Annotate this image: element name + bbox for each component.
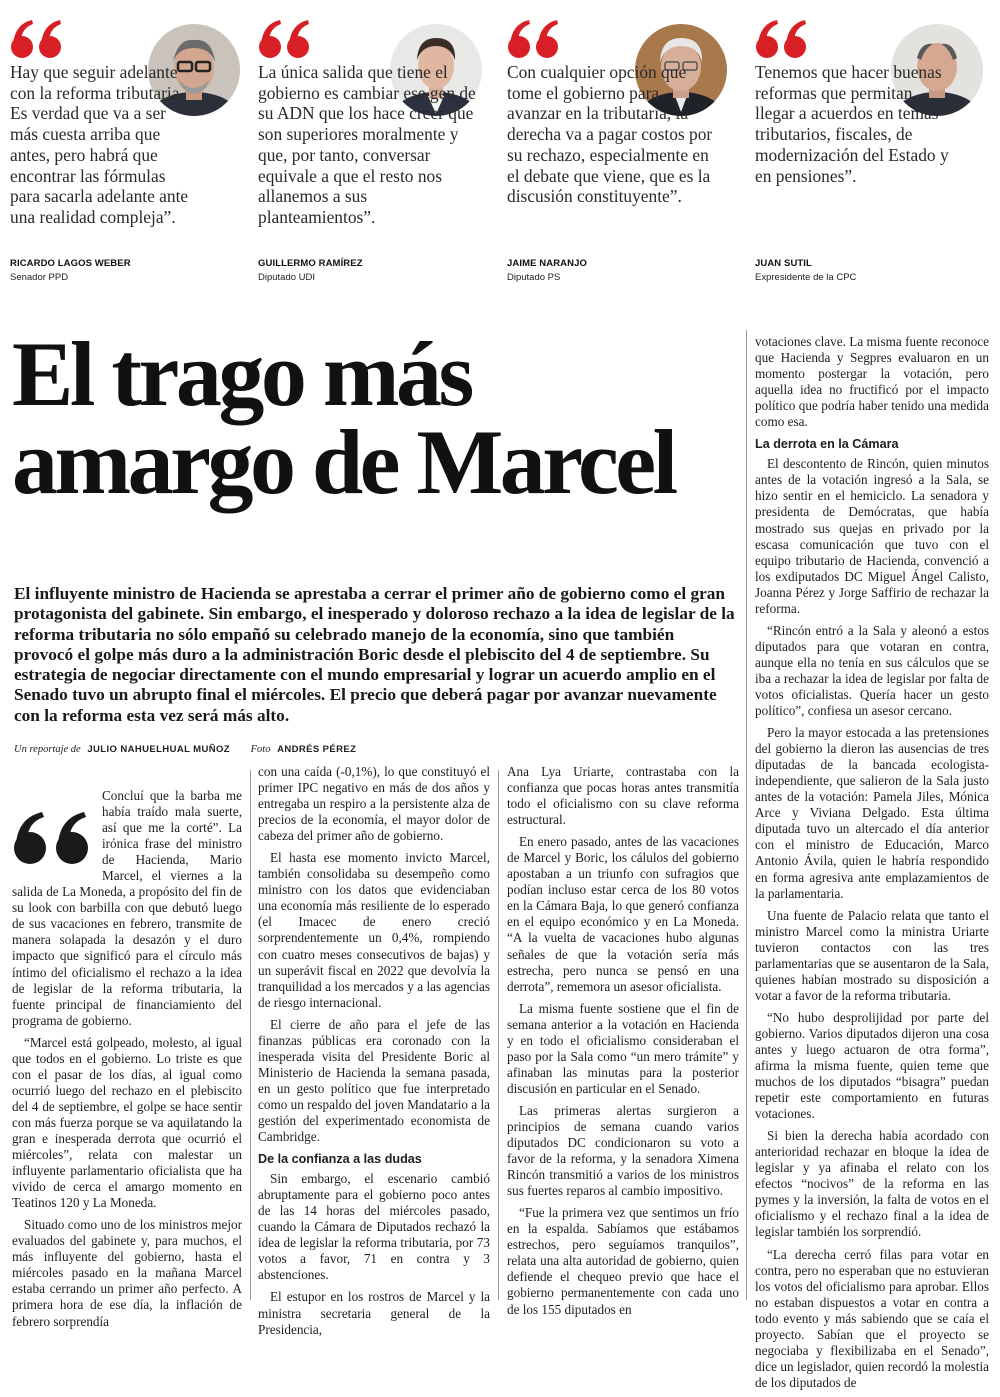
headline-line-1: El trago más: [12, 323, 471, 425]
quote-author-name: RICARDO LAGOS WEBER: [10, 258, 131, 269]
body-paragraph: La misma fuente sostiene que el fin de semana anterior a la votación en Hacienda y en todo el oficialismo consideraban el paso por la Sala como “un mero trámite” y afinaban las minutas para la posterior discusión en particular en el Senado.: [507, 1000, 739, 1096]
body-column-2: [258, 764, 490, 1344]
body-column-4: [755, 334, 989, 1397]
section-subhead: La derrota en la Cámara: [755, 437, 899, 452]
quote-mark-icon: [10, 18, 68, 60]
body-paragraph: Concluí que la barba me había traído mala suerte, así que me la corté”. La irónica frase del ministro de Hacienda, Mario Marcel, el viernes a la salida de La Moneda, a propósito del fin de su look con barbilla con que debutó luego de sus vacaciones en febrero, transmite de manera solapada la desazón y el duro impacto que significó para el círculo más íntimo del oficialismo el rechazo a la idea de legislar de la reforma tributaria, la fuente principal de financiamiento del programa de gobierno.: [12, 788, 242, 1028]
quote-block-2: [258, 14, 490, 314]
body-paragraph: “Fue la primera vez que sentimos un frío en la espalda. Sabíamos que estábamos estrechos, pero seguíamos tranquilos”, relata una alta autoridad de gobierno, quien defiende el chequeo previo que hace el gobierno permanentemente con cada uno de los 155 diputados en: [507, 1205, 739, 1317]
body-paragraph: En enero pasado, antes de las vacaciones de Marcel y Boric, los cálulos del gobierno apostaban a un triunfo con sufragios que podían incluso estar cerca de los 80 votos en la Cámara Baja, lo que generó confianza en el equipo económico y en La Moneda. “A la vuelta de vacaciones hubo algunas señales de que la votación sería más estrecha, pero nunca se pensó en una derrota”, rememora un asesor oficialista.: [507, 834, 739, 994]
quote-author-role: Expresidente de la CPC: [755, 272, 857, 283]
column-rule: [250, 770, 251, 1300]
body-paragraph: El hasta ese momento invicto Marcel, también consolidaba su desempeño como ministro con los datos que evidenciaban una economía más resiliente de lo esperado (el Imacec de enero creció sorprendentemente un 0,4%, rompiendo con cuatro meses consecutivos de bajas) y un superávit fiscal en 2022 que devolvía la tranquilidad a los mercados y a las agencias de riesgo internacional.: [258, 850, 490, 1010]
quote-text: La única salida que tiene el gobierno es cambiar ese gen de su ADN que los hace creer que son superiores moralmente y que, por tanto, conversar equivale a que el resto nos allanemos a sus planteamientos”.: [258, 62, 476, 227]
column-rule: [498, 770, 499, 1300]
quote-author-role: Diputado PS: [507, 272, 561, 283]
quote-author-role: Diputado UDI: [258, 272, 316, 283]
body-paragraph: con una caída (-0,1%), lo que constituyó el primer IPC negativo en más de dos años y entregaba un respiro a la persistente alza de precios de la economía, el mayor dolor de cabeza del primer año de gobierno.: [258, 764, 490, 844]
quote-mark-icon: [755, 18, 813, 60]
quote-author-name: GUILLERMO RAMÍREZ: [258, 258, 363, 269]
body-paragraph: El cierre de año para el jefe de las finanzas públicas era coronado con la inesperada visita del Presidente Boric al Ministerio de Hacienda la semana pasada, en un gesto político que fue interpretado como un respaldo del joven Mandatario a la gestión del experimentado economista de Cambridge.: [258, 1016, 490, 1145]
headline: [12, 323, 675, 513]
byline-report-label: Un reportaje de: [14, 744, 81, 755]
headline-line-2: amargo de Marcel: [12, 411, 675, 513]
body-paragraph: El descontento de Rincón, quien minutos antes de la votación ingresó a la Sala, se hizo sentir en el hemiciclo. La senadora y presidenta de Demócratas, que había mostrado sus quejas en privado por la escasa comunicación que tuvo con el equipo tributario de Hacienda, convenció a los exdiputados DC Miguel Ángel Calisto, Joanna Pérez y Jorge Saffirio de rechazar la reforma.: [755, 456, 989, 616]
quote-block-3: [507, 14, 739, 314]
body-paragraph: “Marcel está golpeado, molesto, al igual que todos en el gobierno. Lo triste es que con el pasar de los días, al igual como ocurrió luego del rechazo en el plebiscito del 4 de septiembre, el golpe se hace sentir con más fuerza porque se va aquilatando la gran e inesperada derrota que ocurrió el miércoles”, relata con malestar un influyente parlamentario oficialista que ha vivido de cerca el amargo momento en Teatinos 120 y La Moneda.: [12, 1034, 242, 1211]
body-paragraph: Pero la mayor estocada a las pretensiones del gobierno la dieron las ausencias de tres diputadas de la bancada ecologista-independiente, que salieron de la Sala justo antes de la votación: Pamela Jiles, Mónica Arce y Viviana Delgado. Esta última diputada tuvo un altercado el día anterior con el ministro de Educación, Marco Antonio Ávila, quien le habría respondido en forma agresiva ante emplazamientos de la parlamentaria.: [755, 725, 989, 901]
quote-author-name: JAIME NARANJO: [507, 258, 587, 269]
body-paragraph: “La derecha cerró filas para votar en contra, pero no esperaban que no estuvieran los votos del oficialismo para aprobar. Ellos no estaban dispuestos a votar en contra a todo evento y más sabiendo que se caía el proyecto. Sabían que el proyecto se negociaba y flexibilizaba en el Senado”, dice un legislador, quien recordó la molestia de los diputados de: [755, 1246, 989, 1390]
byline: [14, 744, 356, 755]
body-column-3: [507, 764, 739, 1324]
body-paragraph: votaciones clave. La misma fuente reconoce que Hacienda y Segpres evaluaron en un momento postergar la votación, pero aquella idea no fructificó por el impacto político que podría haber tenido una medida como esa.: [755, 334, 989, 430]
body-paragraph: El estupor en los rostros de Marcel y la ministra secretaria general de la Presidencia,: [258, 1289, 490, 1337]
quote-author-name: JUAN SUTIL: [755, 258, 812, 269]
byline-photo-author: ANDRÉS PÉREZ: [277, 744, 357, 755]
section-subhead: De la confianza a las dudas: [258, 1152, 422, 1167]
body-paragraph: Las primeras alertas surgieron a principios de semana cuando varios diputados DC condicionaron su voto a favor de la reforma, y la senadora Ximena Rincón transmitió a varios de los ministros sus fuertes reparos al cambio impositivo.: [507, 1102, 739, 1199]
drop-quote-icon: [12, 810, 94, 866]
quote-block-1: [10, 14, 242, 314]
body-paragraph: Una fuente de Palacio relata que tanto el ministro Marcel como la ministra Uriarte tuvieron contactos con las tres parlamentarias que se ausentaron de la Sala, quienes habían mostrado su disposición a votar a favor de la reforma tributaria.: [755, 907, 989, 1003]
quote-text: Tenemos que hacer buenas reformas que permitan llegar a acuerdos en temas tributarios, fiscales, de modernización del Estado y en pensiones”.: [755, 62, 949, 186]
quote-mark-icon: [258, 18, 316, 60]
quote-text: Con cualquier opción que tome el gobierno para avanzar en la tributaria, la derecha va a pagar costos por su rechazo, especialmente en el debate que viene, que es la discusión constituyente”.: [507, 62, 713, 207]
body-paragraph: Sin embargo, el escenario cambió abruptamente para el gobierno poco antes de las 14 horas del miércoles pasado, cuando la Cámara de Diputados rechazó la idea de legislar la reforma tributaria, por 73 votos a favor, 71 en contra y 3 abstenciones.: [258, 1171, 490, 1283]
byline-photo-label: Foto: [250, 744, 271, 755]
lead-paragraph: El influyente ministro de Hacienda se aprestaba a cerrar el primer año de gobierno como el gran protagonista del gabinete. Sin embargo, el inesperado y doloroso rechazo a la idea de legislar de la reforma tributaria no sólo empañó su celebrado manejo de la economía, sino que también provocó el golpe más duro a la administración Boric desde el plebiscito del 4 de septiembre. Su estrategia de negociar directamente con el mundo empresarial y lograr un acuerdo amplio en el Senado tuvo un abrupto final el miércoles. El precio que deberá pagar por avanzar nuevamente con la reforma esta vez será más alto.: [14, 584, 735, 725]
quote-text: Hay que seguir adelante con la reforma tributaria. Es verdad que va a ser más cuesta arriba que antes, pero habrá que encontrar las fórmulas para sacarla adelante ante una realidad compleja”.: [10, 62, 189, 227]
byline-report-author: JULIO NAHUELHUAL MUÑOZ: [87, 744, 230, 755]
quote-author-role: Senador PPD: [10, 272, 69, 283]
body-paragraph: Situado como uno de los ministros mejor evaluados del gabinete y, para muchos, el más influyente del gobierno, hasta el miércoles pasado en la mañana Marcel estaba cerrando un primer año perfecto. A primera hora de ese día, la inflación de febrero sorprendía: [12, 1217, 242, 1329]
body-column-1: [12, 788, 242, 1336]
body-paragraph: “No hubo desprolijidad por parte del gobierno. Varios diputados dijeron una cosa antes y luego actuaron de otra forma”, afirma la misma fuente, quien teme que muchos de los diputados “bisagra” puedan repetir este comportamiento en futuras votaciones.: [755, 1009, 989, 1122]
quote-block-4: [755, 14, 987, 314]
body-paragraph: Si bien la derecha había acordado con anterioridad rechazar en bloque la idea de legislar y ya afinaba el relato con los efectos “nocivos” de la reforma en las pymes y la inversión, la falta de votos en el oficialismo y el rechazo final a la idea de legislar también los sorprendió.: [755, 1128, 989, 1240]
column-rule: [746, 330, 747, 1300]
quote-mark-icon: [507, 18, 565, 60]
body-paragraph: Ana Lya Uriarte, contrastaba con la confianza que pocas horas antes transmitía todo el oficialismo con su clave reforma estructural.: [507, 764, 739, 828]
body-paragraph: “Rincón entró a la Sala y aleonó a estos diputados para que votaran en contra, aunque ella no tenía en sus cálculos que se iba a rechazar la idea de legislar por falta de votos oficialistas. Quería hacer un gesto político”, confiesa un asesor cercano.: [755, 622, 989, 719]
